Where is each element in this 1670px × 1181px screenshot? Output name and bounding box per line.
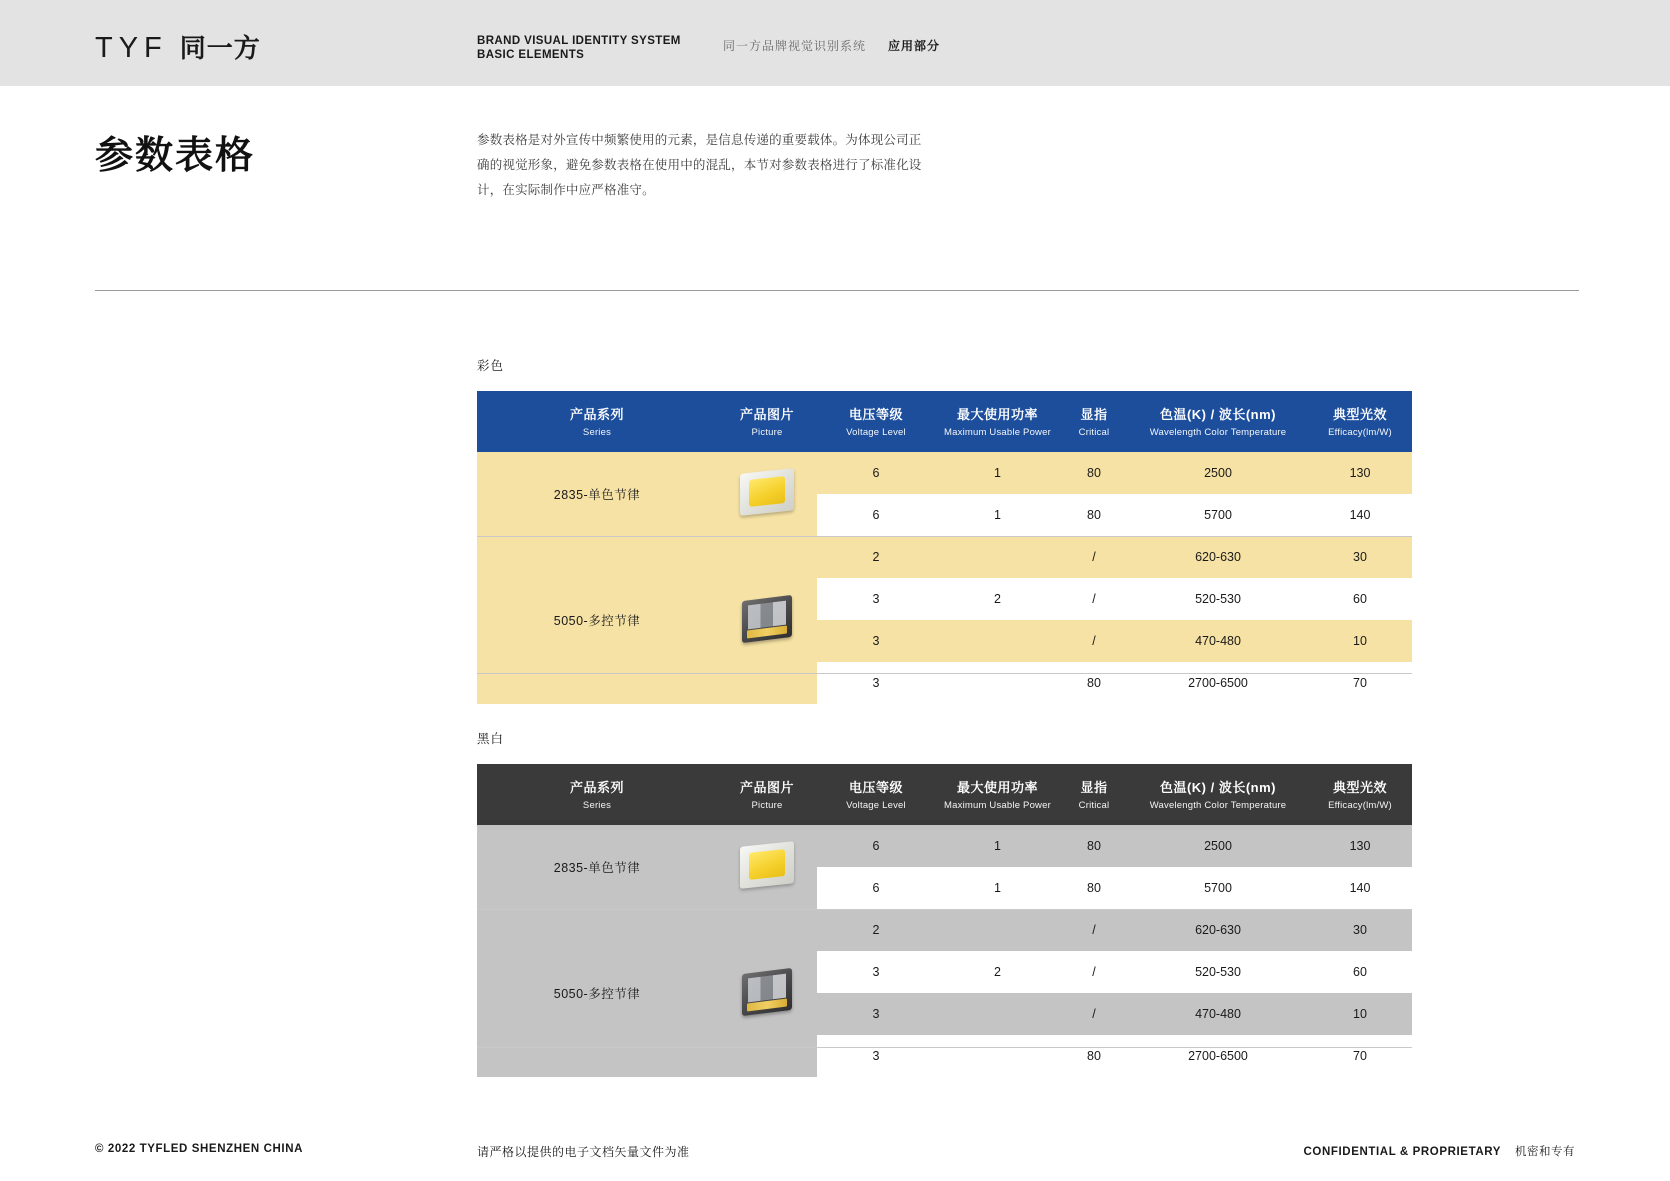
cell-series: 2835-单色节律 (477, 825, 717, 909)
table-header-row (477, 764, 1412, 825)
col-header-power-en: Maximum Usable Power (944, 427, 1051, 438)
table-row (477, 452, 1412, 494)
col-header-cri-en: Critical (1078, 800, 1110, 811)
col-header-cri-en: Critical (1078, 427, 1110, 438)
cell-cct: 2500 (1128, 452, 1308, 494)
cell-voltage: 6 (872, 507, 880, 522)
cell-picture (717, 536, 817, 704)
cell-power: 1 (994, 507, 1001, 522)
spec-table-mono-head (477, 764, 1412, 825)
col-header-power (935, 764, 1060, 825)
spec-table-mono-bottom-rule (477, 1047, 1412, 1048)
spec-table-mono (477, 764, 1412, 1077)
cell-efficacy: 70 (1353, 1049, 1367, 1063)
footer-note: 请严格以提供的电子文档矢量文件为准 (477, 1145, 690, 1159)
spec-table-color-bottom-rule (477, 673, 1412, 674)
cell-picture (717, 825, 817, 909)
cell-efficacy: 30 (1308, 909, 1412, 951)
cell-cri: 80 (1060, 452, 1128, 494)
cell-series: 5050-多控节律 (477, 909, 717, 1077)
cell-cct: 2500 (1128, 825, 1308, 867)
cell-efficacy: 130 (1308, 825, 1412, 867)
cell-cri: / (1060, 993, 1128, 1035)
cell-cct: 620-630 (1128, 909, 1308, 951)
page-title: 参数表格 (95, 135, 256, 177)
col-header-cri-cn: 显指 (1080, 407, 1108, 422)
cell-cct: 520-530 (1195, 592, 1241, 606)
cell-series: 5050-多控节律 (477, 536, 717, 704)
footer-confidential (1304, 1143, 1575, 1159)
cell-voltage: 6 (817, 452, 935, 494)
col-header-cri (1060, 764, 1128, 825)
cell-cri: 80 (1060, 825, 1128, 867)
header-breadcrumb (723, 37, 940, 54)
col-header-picture-en: Picture (751, 800, 783, 811)
col-header-picture (717, 391, 817, 452)
cell-cri: 80 (1087, 676, 1101, 690)
header-system-line1: BRAND VISUAL IDENTITY SYSTEM (477, 35, 681, 47)
cell-power: 1 (994, 880, 1001, 895)
logo-chinese-text: 同一方 (179, 33, 261, 63)
col-header-series (477, 391, 717, 452)
spec-table-mono-wrap (477, 764, 1412, 1077)
table-header-row (477, 391, 1412, 452)
col-header-voltage-en: Voltage Level (846, 800, 906, 811)
cell-cri: / (1092, 592, 1096, 606)
col-header-series (477, 764, 717, 825)
col-header-cct-cn: 色温(K) / 波长(nm) (1159, 407, 1277, 422)
col-header-efficacy-cn: 典型光效 (1332, 780, 1387, 795)
col-header-series-cn: 产品系列 (569, 407, 624, 422)
cell-picture (717, 909, 817, 1077)
cell-power (935, 909, 1060, 951)
col-header-cct-en: Wavelength Color Temperature (1149, 800, 1287, 811)
cell-series: 2835-单色节律 (477, 452, 717, 536)
cell-efficacy: 60 (1353, 592, 1367, 606)
cell-voltage: 3 (817, 993, 935, 1035)
cell-efficacy: 30 (1308, 536, 1412, 578)
col-header-efficacy (1308, 764, 1412, 825)
col-header-series-cn: 产品系列 (569, 780, 624, 795)
header-system-cn: 同一方品牌视觉识别系统 (723, 39, 867, 53)
cell-power: 2 (994, 592, 1001, 606)
col-header-efficacy-en: Efficacy(lm/W) (1328, 800, 1392, 811)
table-row (477, 825, 1412, 867)
cell-power (935, 620, 1060, 662)
header-divider (95, 290, 1579, 291)
cell-cri: / (1060, 620, 1128, 662)
col-header-efficacy-en: Efficacy(lm/W) (1328, 427, 1392, 438)
table-row (477, 909, 1412, 951)
col-header-power-en: Maximum Usable Power (944, 800, 1051, 811)
cell-efficacy: 130 (1308, 452, 1412, 494)
cell-voltage: 6 (872, 880, 880, 895)
col-header-picture-cn: 产品图片 (739, 407, 794, 422)
cell-cri: / (1060, 909, 1128, 951)
cell-cri: 80 (1087, 507, 1101, 522)
section-label-color: 彩色 (477, 359, 505, 373)
header-system-title (477, 34, 681, 63)
footer-confidential-cn: 机密和专有 (1515, 1146, 1575, 1158)
col-header-series-en: Series (582, 800, 612, 811)
col-header-series-en: Series (582, 427, 612, 438)
footer-confidential-en: CONFIDENTIAL & PROPRIETARY (1303, 1146, 1501, 1158)
col-header-voltage (817, 391, 935, 452)
col-header-power-cn: 最大使用功率 (956, 407, 1038, 422)
cell-efficacy: 140 (1349, 507, 1371, 522)
cell-power (935, 993, 1060, 1035)
cell-efficacy: 140 (1349, 880, 1371, 895)
cell-cct: 2700-6500 (1188, 676, 1248, 690)
page-header (0, 0, 1670, 86)
cell-voltage: 3 (872, 965, 880, 979)
col-header-cct (1128, 391, 1308, 452)
led-5050-chip-icon (742, 968, 792, 1016)
spec-table-color-body (477, 452, 1412, 704)
cell-efficacy: 70 (1353, 676, 1367, 690)
col-header-power-cn: 最大使用功率 (956, 780, 1038, 795)
col-header-cct-cn: 色温(K) / 波长(nm) (1159, 780, 1277, 795)
col-header-cct (1128, 764, 1308, 825)
cell-efficacy: 60 (1353, 965, 1367, 979)
led-2835-chip-icon (740, 468, 794, 516)
cell-cri: / (1060, 536, 1128, 578)
col-header-power (935, 391, 1060, 452)
cell-voltage: 6 (817, 825, 935, 867)
cell-cct: 5700 (1204, 880, 1232, 895)
cell-power: 2 (994, 965, 1001, 979)
cell-power: 1 (935, 825, 1060, 867)
col-header-voltage-en: Voltage Level (846, 427, 906, 438)
col-header-cri (1060, 391, 1128, 452)
cell-cct: 470-480 (1128, 620, 1308, 662)
cell-picture (717, 452, 817, 536)
spec-table-color-wrap (477, 391, 1412, 704)
cell-cct: 5700 (1204, 507, 1232, 522)
header-section-cn: 应用部分 (888, 39, 941, 53)
table-row (477, 536, 1412, 578)
cell-voltage: 3 (872, 1049, 880, 1063)
spec-table-color (477, 391, 1412, 704)
col-header-efficacy-cn: 典型光效 (1332, 407, 1387, 422)
spec-table-mono-body (477, 825, 1412, 1077)
cell-voltage: 2 (817, 909, 935, 951)
header-system-line2: BASIC ELEMENTS (477, 49, 585, 62)
cell-voltage: 2 (817, 536, 935, 578)
cell-power (935, 1035, 1060, 1077)
cell-power (935, 662, 1060, 704)
spec-table-color-head (477, 391, 1412, 452)
col-header-efficacy (1308, 391, 1412, 452)
col-header-picture-cn: 产品图片 (739, 780, 794, 795)
page-title-block (95, 124, 255, 179)
cell-power: 1 (935, 452, 1060, 494)
cell-cct: 2700-6500 (1188, 1049, 1248, 1063)
section-label-mono: 黑白 (477, 732, 505, 746)
cell-efficacy: 10 (1308, 993, 1412, 1035)
cell-voltage: 3 (817, 620, 935, 662)
brand-logo (95, 28, 261, 65)
page-intro-text: 参数表格是对外宣传中频繁使用的元素，是信息传递的重要载体。为体现公司正确的视觉形象，避免参数表格在使用中的混乱，本节对参数表格进行了标准化设计，在实际制作中应严格准守。 (477, 133, 922, 197)
col-header-picture-en: Picture (751, 427, 783, 438)
cell-cct: 470-480 (1128, 993, 1308, 1035)
led-5050-chip-icon (742, 595, 792, 643)
cell-cri: 80 (1087, 1049, 1101, 1063)
col-header-cri-cn: 显指 (1080, 780, 1108, 795)
col-header-voltage-cn: 电压等级 (848, 407, 903, 422)
cell-voltage: 3 (872, 592, 880, 606)
led-2835-chip-icon (740, 841, 794, 889)
col-header-voltage-cn: 电压等级 (848, 780, 903, 795)
cell-cct: 520-530 (1195, 965, 1241, 979)
col-header-picture (717, 764, 817, 825)
cell-power (935, 536, 1060, 578)
footer-copyright: © 2022 TYFLED SHENZHEN CHINA (95, 1143, 304, 1155)
cell-cri: / (1092, 965, 1096, 979)
cell-cct: 620-630 (1128, 536, 1308, 578)
cell-cri: 80 (1087, 880, 1101, 895)
cell-voltage: 3 (872, 676, 880, 690)
logo-mark-text: TYF (95, 32, 168, 64)
col-header-cct-en: Wavelength Color Temperature (1149, 427, 1287, 438)
col-header-voltage (817, 764, 935, 825)
cell-efficacy: 10 (1308, 620, 1412, 662)
